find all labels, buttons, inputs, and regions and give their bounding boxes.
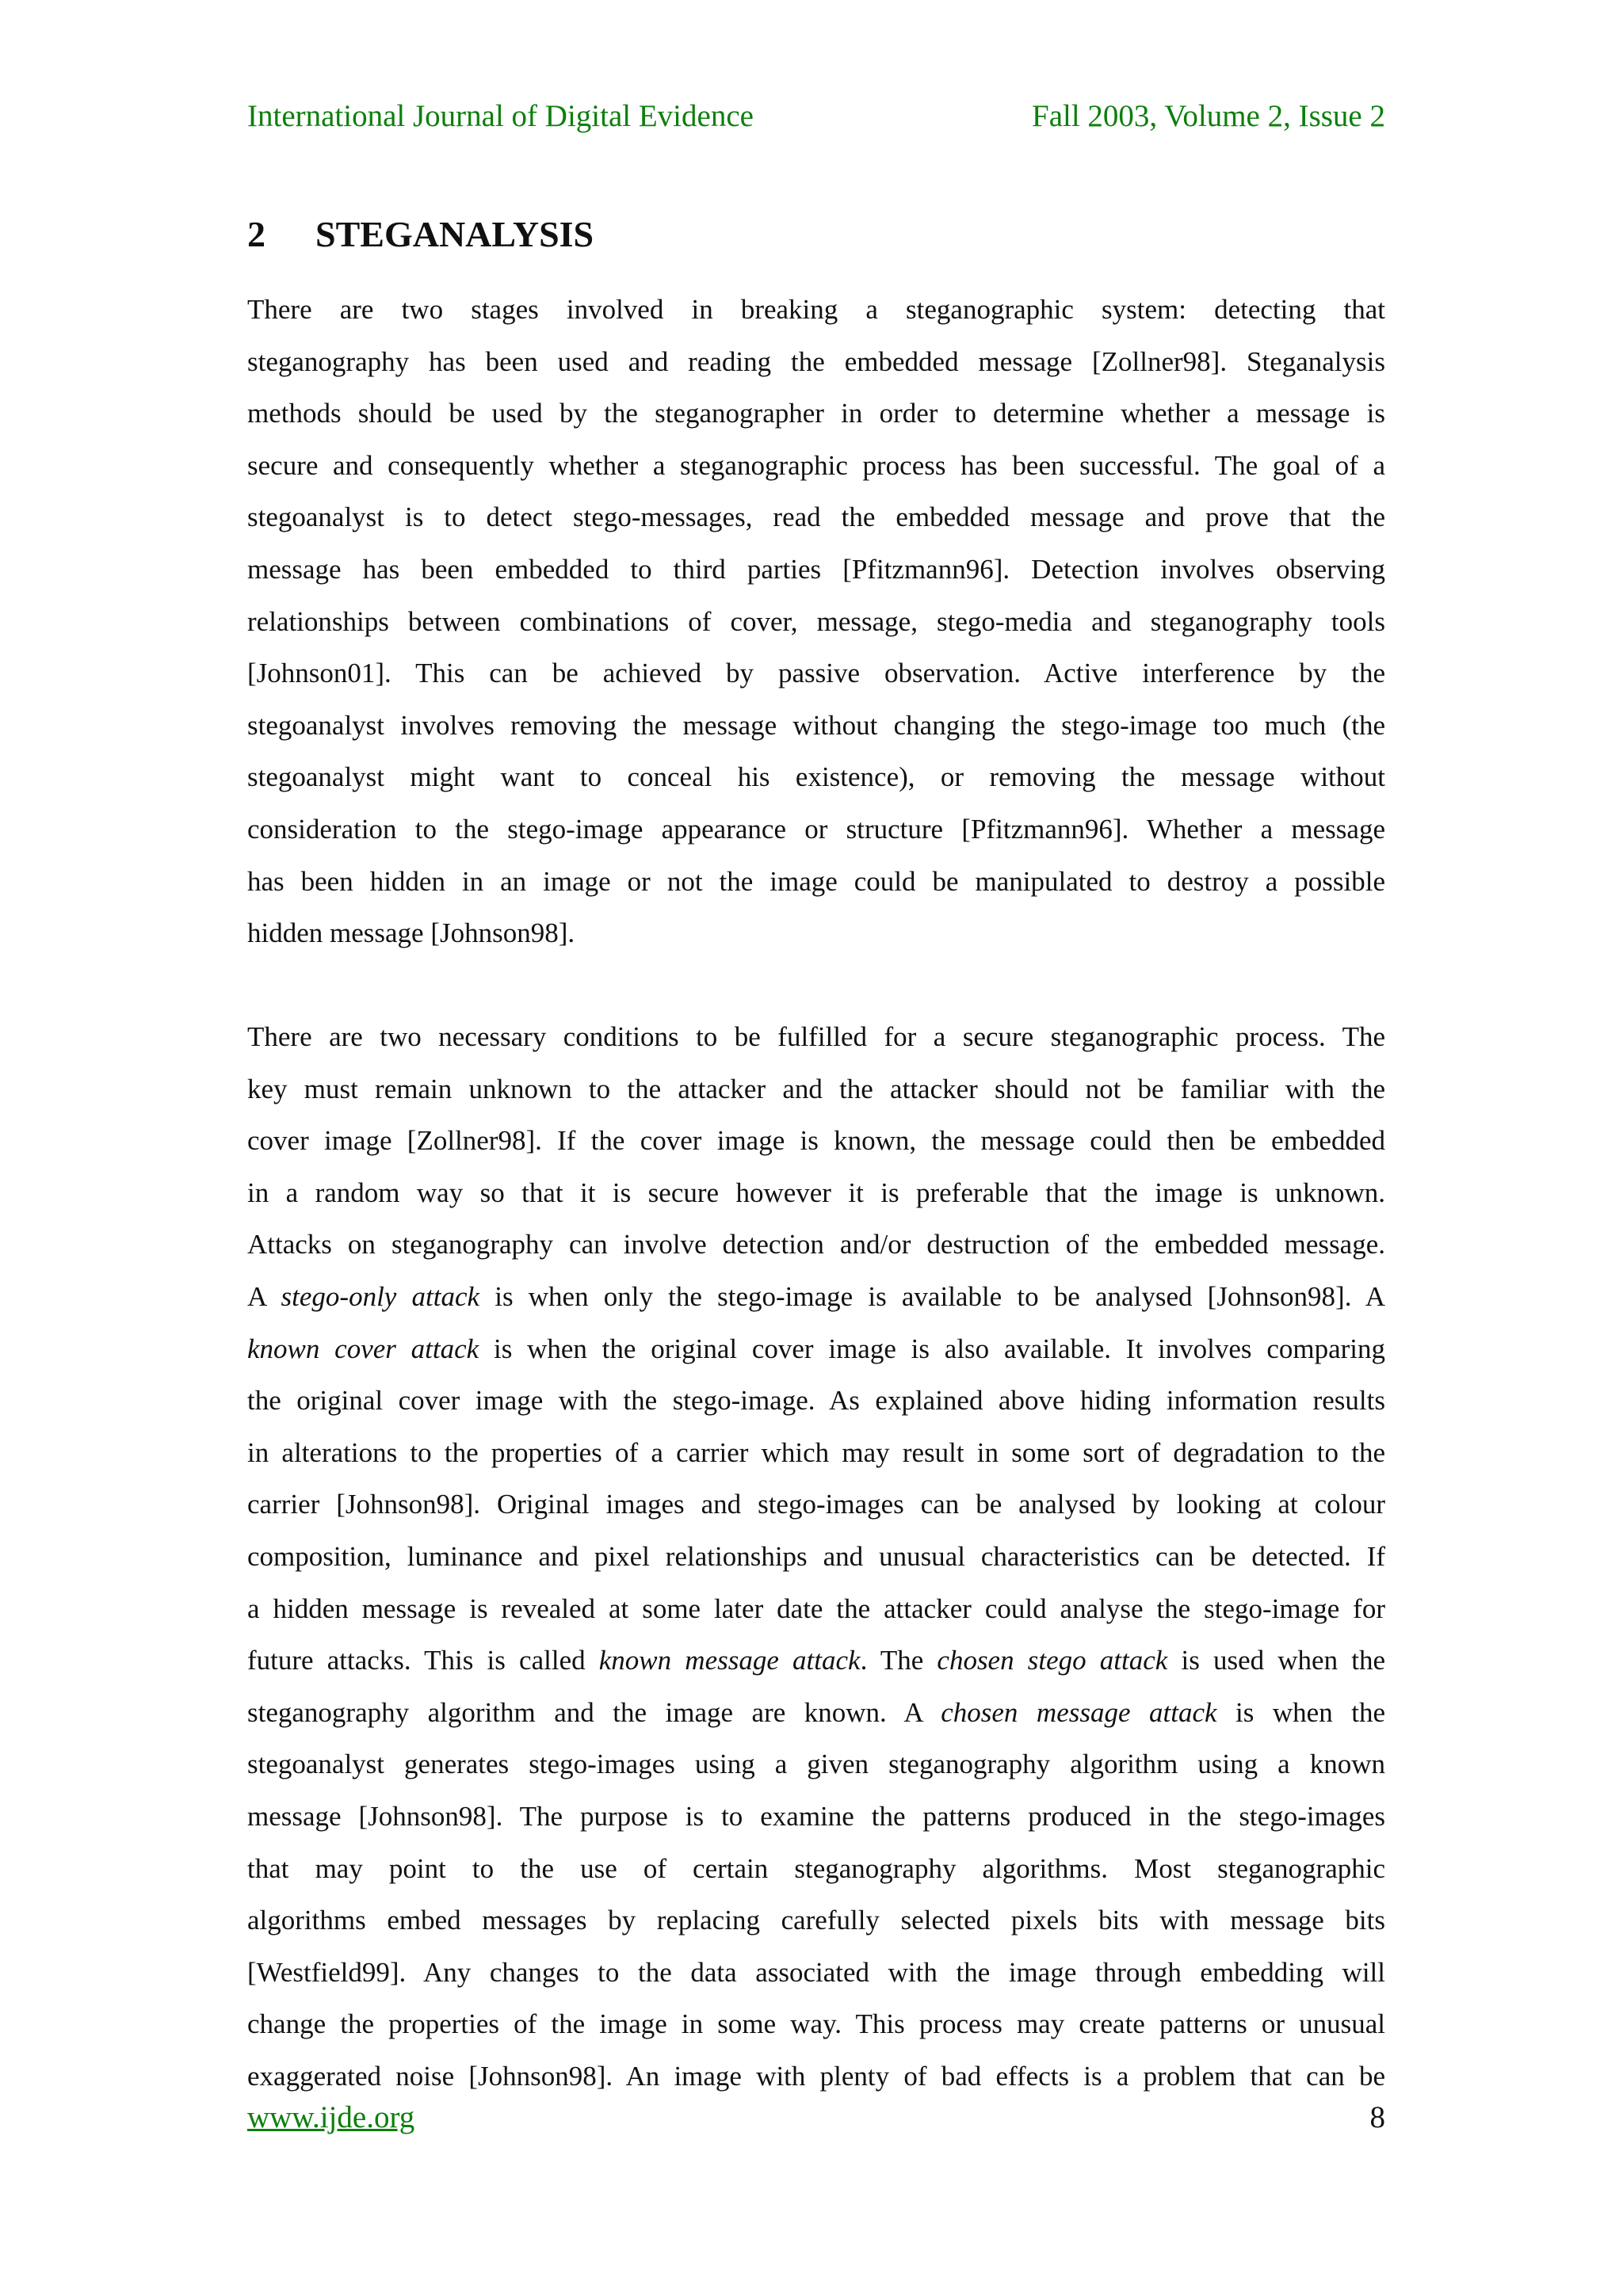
journal-title: International Journal of Digital Evidence bbox=[247, 99, 754, 133]
section-number: 2 bbox=[247, 214, 265, 254]
text-run: A bbox=[247, 1280, 281, 1312]
text-run: is when only the stego-image is available to be analysed [Johnson98]. A bbox=[479, 1280, 1385, 1312]
section-title: STEGANALYSIS bbox=[315, 214, 594, 254]
page-number: 8 bbox=[1369, 2100, 1385, 2134]
paragraph-line: exaggerated noise [Johnson98]. An image with plenty of bad effects is a problem that can be bbox=[247, 2060, 1385, 2092]
paragraph-line: carrier [Johnson98]. Original images and stego-images can be analysed by looking at colour bbox=[247, 1489, 1385, 1520]
text-run: is when the bbox=[1216, 1696, 1385, 1728]
paragraph-line: the original cover image with the stego-image. As explained above hiding information results bbox=[247, 1385, 1385, 1417]
italic-term: known cover attack bbox=[247, 1333, 479, 1364]
paragraph-line: steganography has been used and reading the embedded message [Zollner98]. Steganalysis bbox=[247, 345, 1385, 377]
paragraph-line: methods should be used by the steganographer in order to determine whether a message is bbox=[247, 398, 1385, 429]
paragraph-line: There are two necessary conditions to be fulfilled for a secure steganographic process. The bbox=[247, 1021, 1385, 1052]
paragraph-line: [Johnson01]. This can be achieved by passive observation. Active interference by the bbox=[247, 658, 1385, 689]
paragraph-line: change the properties of the image in some way. This process may create patterns or unusual bbox=[247, 2008, 1385, 2040]
paragraph-line bbox=[247, 1323, 1385, 1375]
italic-term: known message attack bbox=[598, 1645, 861, 1676]
paragraph-line: that may point to the use of certain steganography algorithms. Most steganographic bbox=[247, 1852, 1385, 1884]
paragraph-line: has been hidden in an image or not the image could be manipulated to destroy a possible bbox=[247, 865, 1385, 897]
paragraph-line bbox=[247, 1634, 1385, 1687]
paragraph-line: hidden message [Johnson98]. bbox=[247, 917, 575, 949]
italic-term: stego-only attack bbox=[281, 1280, 480, 1312]
page-header bbox=[247, 97, 1385, 136]
italic-term: chosen message attack bbox=[941, 1696, 1217, 1728]
paragraph-line: in alterations to the properties of a carrier which may result in some sort of degradation to the bbox=[247, 1436, 1385, 1468]
paragraph-line: There are two stages involved in breaking a steganographic system: detecting that bbox=[247, 294, 1385, 325]
text-run: future attacks. This is called bbox=[247, 1645, 599, 1676]
paragraph-line: stegoanalyst involves removing the message without changing the stego-image too much (the bbox=[247, 709, 1385, 741]
section-heading bbox=[247, 211, 594, 258]
paragraph-line: [Westfield99]. Any changes to the data associated with the image through embedding will bbox=[247, 1956, 1385, 1988]
italic-term: chosen stego attack bbox=[937, 1645, 1168, 1676]
paragraph-line: cover image [Zollner98]. If the cover image is known, the message could then be embedded bbox=[247, 1125, 1385, 1157]
paragraph-line: Attacks on steganography can involve detection and/or destruction of the embedded message. bbox=[247, 1229, 1385, 1261]
paragraph-1 bbox=[247, 284, 1385, 959]
text-run: is when the original cover image is also available. It involves comparing bbox=[479, 1333, 1385, 1364]
paragraph-line: relationships between combinations of cover, message, stego-media and steganography tools bbox=[247, 605, 1385, 637]
paragraph-line: message has been embedded to third parties [Pfitzmann96]. Detection involves observing bbox=[247, 553, 1385, 585]
paragraph-line: stegoanalyst is to detect stego-messages, read the embedded message and prove that the bbox=[247, 502, 1385, 533]
issue-info: Fall 2003, Volume 2, Issue 2 bbox=[1032, 99, 1385, 133]
paragraph-line: key must remain unknown to the attacker and the attacker should not be familiar with the bbox=[247, 1073, 1385, 1104]
page-footer bbox=[247, 2098, 1385, 2138]
text-run: . The bbox=[860, 1645, 938, 1676]
text-run: steganography algorithm and the image are known. A bbox=[247, 1696, 941, 1728]
paragraph-2 bbox=[247, 1011, 1385, 2102]
paragraph-line: composition, luminance and pixel relationships and unusual characteristics can be detected. If bbox=[247, 1540, 1385, 1572]
paragraph-line bbox=[247, 1271, 1385, 1323]
website-link[interactable]: www.ijde.org bbox=[247, 2100, 415, 2134]
paragraph-line: algorithms embed messages by replacing carefully selected pixels bits with message bits bbox=[247, 1905, 1385, 1936]
paragraph-line: stegoanalyst might want to conceal his existence), or removing the message without bbox=[247, 761, 1385, 793]
paragraph-line: stegoanalyst generates stego-images using a given steganography algorithm using a known bbox=[247, 1749, 1385, 1780]
paragraph-line bbox=[247, 1687, 1385, 1739]
paragraph-line: secure and consequently whether a steganographic process has been successful. The goal of a bbox=[247, 449, 1385, 481]
paragraph-line: consideration to the stego-image appearance or structure [Pfitzmann96]. Whether a message bbox=[247, 813, 1385, 845]
text-run: is used when the bbox=[1167, 1645, 1385, 1676]
paragraph-line: message [Johnson98]. The purpose is to examine the patterns produced in the stego-images bbox=[247, 1800, 1385, 1832]
paragraph-line: a hidden message is revealed at some later date the attacker could analyse the stego-image for bbox=[247, 1592, 1385, 1624]
paragraph-line: in a random way so that it is secure however it is preferable that the image is unknown. bbox=[247, 1177, 1385, 1208]
